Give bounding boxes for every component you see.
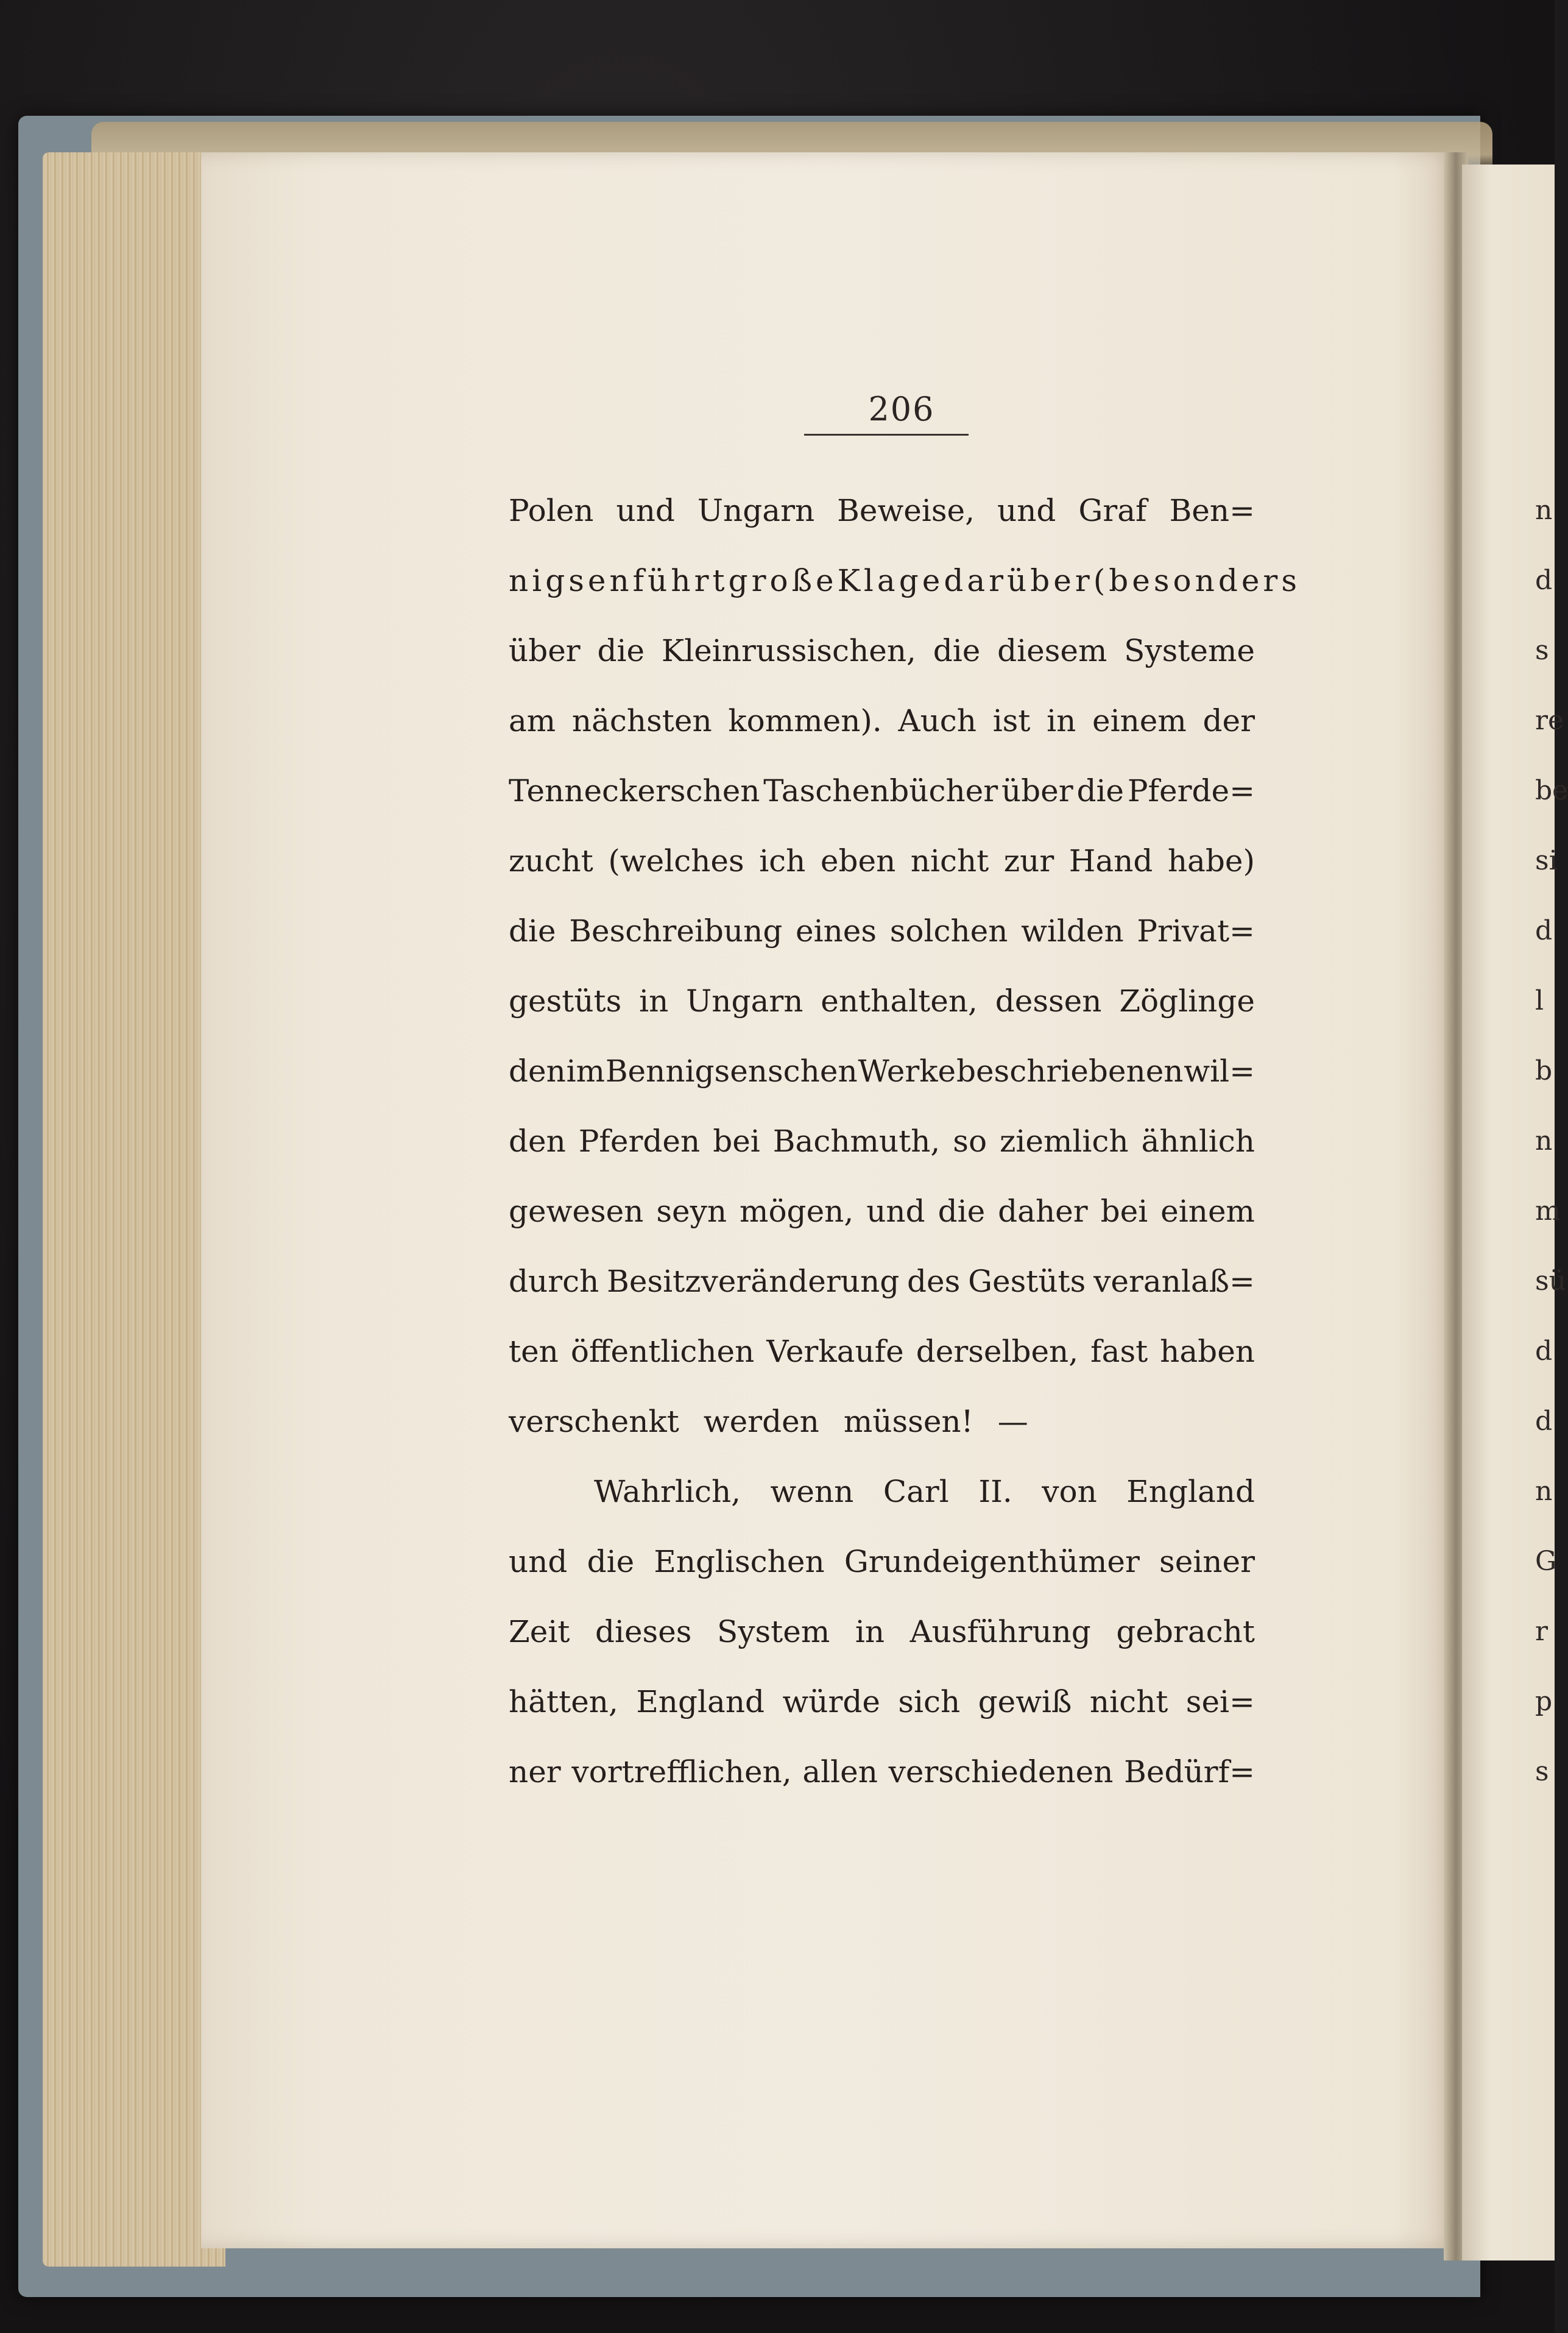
word: Tenneckerschen [509, 773, 760, 809]
facing-fragment: si [1535, 845, 1558, 876]
word: öffentlichen [570, 1333, 755, 1369]
word: wenn [770, 1473, 854, 1509]
facing-fragment: G [1535, 1546, 1557, 1577]
word: wil= [1184, 1053, 1255, 1089]
word: über [1001, 773, 1073, 809]
word: in [855, 1613, 885, 1649]
word: England [1126, 1473, 1255, 1509]
word: eben [820, 843, 896, 879]
facing-fragment: b [1535, 1055, 1553, 1086]
word: eines [796, 913, 877, 949]
word: Auch [898, 703, 976, 738]
text-line [509, 1736, 1255, 1807]
word: durch [509, 1263, 599, 1299]
word: dessen [995, 983, 1102, 1019]
word: Englischen [654, 1543, 825, 1579]
word: diesem [997, 632, 1107, 668]
word: ich [759, 843, 806, 879]
facing-fragment: n [1535, 495, 1553, 526]
text-line [509, 545, 1301, 615]
word: die [938, 1193, 986, 1229]
word: darüber [944, 562, 1093, 598]
word: daher [998, 1193, 1088, 1229]
text-line [509, 1386, 1255, 1456]
word: so [953, 1123, 987, 1159]
word: und [997, 492, 1056, 528]
word: seiner [1159, 1543, 1255, 1579]
word: beschriebenen [956, 1053, 1184, 1089]
word: ähnlich [1141, 1123, 1255, 1159]
word: den [509, 1053, 566, 1089]
word: Ungarn [686, 983, 803, 1019]
word: einem [1160, 1193, 1255, 1229]
text-line [509, 1106, 1255, 1176]
facing-fragment: sü [1535, 1266, 1566, 1297]
word: die [587, 1543, 635, 1579]
word: die [509, 913, 556, 949]
text-line [509, 1456, 1255, 1526]
word: Bennigsenschen [605, 1053, 858, 1089]
text-line [509, 1036, 1255, 1106]
word: ner [509, 1754, 561, 1790]
facing-fragment: d [1535, 1406, 1553, 1437]
word: enthalten, [821, 983, 978, 1019]
word: bei [1100, 1193, 1148, 1229]
word: Pferden [578, 1123, 701, 1159]
text-line [509, 1666, 1255, 1736]
word: den [509, 1123, 566, 1159]
word: mögen, [740, 1193, 854, 1229]
word: würde [782, 1683, 880, 1719]
word: Zöglinge [1119, 983, 1255, 1019]
word: gewesen [509, 1193, 644, 1229]
facing-fragment: n [1535, 1476, 1553, 1507]
word: Beschreibung [569, 913, 783, 949]
text-line [509, 475, 1255, 545]
facing-fragment: s [1535, 635, 1549, 666]
word: ten [509, 1333, 559, 1369]
word: am [509, 703, 556, 738]
word: große [728, 562, 838, 598]
word: dieses [595, 1613, 692, 1649]
facing-fragment: be [1535, 775, 1568, 806]
facing-page-text [1535, 475, 1568, 1807]
word: habe) [1167, 843, 1255, 879]
word: die [1076, 773, 1125, 809]
header-rule [804, 434, 969, 436]
word: Kleinrussischen, [661, 632, 916, 668]
text-line [509, 896, 1255, 966]
word: derselben, [916, 1333, 1079, 1369]
word: zucht [509, 843, 593, 879]
word: nächsten [571, 703, 712, 738]
facing-fragment: d [1535, 1336, 1553, 1367]
word: einem [1092, 703, 1187, 738]
text-line [509, 826, 1255, 896]
word: ist [992, 703, 1031, 738]
word: sich [898, 1683, 961, 1719]
word: Polen [509, 492, 594, 528]
word: allen [802, 1754, 878, 1790]
text-line [509, 966, 1255, 1036]
word: (welches [608, 843, 744, 879]
word: Werke [858, 1053, 956, 1089]
text-line [509, 1526, 1255, 1596]
word: solchen [889, 913, 1008, 949]
word: — [997, 1403, 1028, 1439]
word: hätten, [509, 1683, 618, 1719]
word: Bachmuth, [772, 1123, 941, 1159]
word: System [717, 1613, 830, 1649]
page-number: 206 [868, 390, 935, 428]
word: gestüts [509, 983, 622, 1019]
word: Besitzveränderung [607, 1263, 900, 1299]
word: gebracht [1116, 1613, 1255, 1649]
word: Verkaufe [766, 1333, 904, 1369]
word: sei= [1185, 1683, 1255, 1719]
facing-fragment: m [1535, 1195, 1561, 1227]
word: Ungarn [697, 492, 815, 528]
text-line [509, 615, 1255, 685]
word: haben [1160, 1333, 1255, 1369]
page-edges [43, 152, 225, 2267]
word: und [616, 492, 675, 528]
text-line [509, 756, 1255, 826]
word: Systeme [1124, 632, 1255, 668]
word: Graf [1078, 492, 1147, 528]
word: verschenkt [509, 1403, 679, 1439]
word: veranlaß= [1093, 1263, 1255, 1299]
word: in [1047, 703, 1076, 738]
word: nigsen [509, 562, 633, 598]
text-line [509, 1596, 1255, 1666]
word: Beweise, [837, 492, 975, 528]
body-text [509, 475, 1301, 1807]
word: nicht [910, 843, 989, 879]
word: Wahrlich, [594, 1473, 741, 1509]
word: seyn [656, 1193, 727, 1229]
word: Privat= [1137, 913, 1255, 949]
word: vortrefflichen, [571, 1754, 792, 1790]
word: England [636, 1683, 765, 1719]
word: führt [632, 562, 729, 598]
word: verschiedenen [888, 1754, 1114, 1790]
word: wilden [1021, 913, 1124, 949]
word: Pferde= [1127, 773, 1255, 809]
word: nicht [1089, 1683, 1168, 1719]
word: gewiß [978, 1683, 1072, 1719]
word: die [597, 632, 645, 668]
word: des [907, 1263, 961, 1299]
word: Bedürf= [1124, 1754, 1255, 1790]
facing-fragment: s [1535, 1756, 1549, 1787]
facing-fragment: n [1535, 1125, 1553, 1156]
facing-fragment: l [1535, 985, 1544, 1016]
facing-fragment: re [1535, 705, 1564, 736]
word: Ben= [1169, 492, 1255, 528]
word: Ausführung [909, 1613, 1091, 1649]
word: ziemlich [1000, 1123, 1129, 1159]
word: Grundeigenthümer [844, 1543, 1140, 1579]
word: über [509, 632, 581, 668]
text-line [509, 1176, 1255, 1246]
facing-fragment: p [1535, 1686, 1553, 1717]
text-line [509, 1316, 1255, 1386]
word: Taschenbücher [763, 773, 998, 809]
word: Klage [837, 562, 944, 598]
word: Carl [883, 1473, 949, 1509]
word: werden [703, 1403, 819, 1439]
text-line [509, 1246, 1255, 1316]
word: der [1202, 703, 1255, 738]
facing-fragment: d [1535, 915, 1553, 946]
word: und [866, 1193, 925, 1229]
text-line [509, 685, 1255, 756]
word: II. [978, 1473, 1012, 1509]
word: im [566, 1053, 606, 1089]
word: kommen). [728, 703, 882, 738]
word: müssen! [843, 1403, 973, 1439]
word: Zeit [509, 1613, 570, 1649]
facing-fragment: d [1535, 565, 1553, 596]
word: fast [1090, 1333, 1148, 1369]
word: und [509, 1543, 568, 1579]
word: (besonders [1093, 562, 1301, 598]
word: bei [713, 1123, 760, 1159]
word: Gestüts [968, 1263, 1086, 1299]
word: von [1042, 1473, 1097, 1509]
word: zur [1003, 843, 1054, 879]
word: in [639, 983, 669, 1019]
word: die [933, 632, 981, 668]
facing-fragment: r [1535, 1616, 1549, 1647]
word: Hand [1068, 843, 1153, 879]
